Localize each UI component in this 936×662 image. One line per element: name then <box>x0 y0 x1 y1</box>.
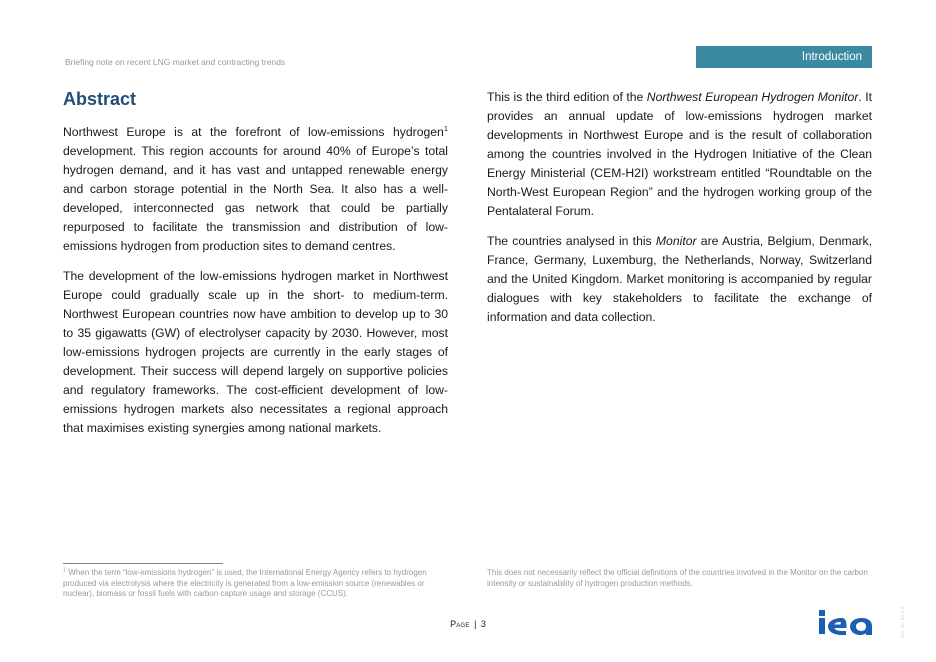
iea-logo-mark <box>819 610 872 635</box>
footnote-text: When the term “low-emissions hydrogen” is used, the International Energy Agency refers to hydrogen produced via electrolysis where the electricity is generated from a low-emission source (renewables or nuclear), biomass or fossil fuels with carbon capture usage and storage (CCUS). <box>63 568 427 598</box>
abstract-p1-start: Northwest Europe is at the forefront of low-emissions hydrogen <box>63 125 444 139</box>
footnote <box>63 568 453 600</box>
disclaimer-note: This does not necessarily reflect the official definitions of the countries involved in the Monitor on the carbon intensity or sustainability of hydrogen production methods. <box>487 568 868 588</box>
intro-paragraph-1 <box>487 88 872 221</box>
footnote-reference: 1 <box>443 123 448 133</box>
page-number <box>0 619 936 629</box>
intro-p1-rest: . It provides an annual update of low-emissions hydrogen market developments in Northwest Europe and is the result of collaboration among the countries involved in the Hydrogen Initiative of the Clean Energy Ministerial (CEM-H2I) workstream entitled “Roundtable on the North-West European Region” and the hydrogen working group of the Pentalateral Forum. <box>487 90 873 218</box>
footnote-number: 1 <box>63 567 67 574</box>
right-column <box>487 88 872 338</box>
abstract-heading: Abstract <box>63 89 137 109</box>
footnote-divider <box>63 563 223 564</box>
iea-logo <box>818 609 874 635</box>
copyright-side-note: IEA. CC BY 4.0. <box>900 605 905 638</box>
page-separator: | <box>474 619 477 629</box>
left-column <box>63 88 448 449</box>
intro-p2-rest: are Austria, Belgium, Denmark, France, Germany, Luxemburg, the Netherlands, Norway, Switzerland and the United Kingdom. Market monitoring is accompanied by regular dialogues with key stakeholders to facilitate the exchange of information and data collection. <box>487 234 873 324</box>
page-label: Page <box>450 619 470 629</box>
section-tab: Introduction <box>696 46 872 68</box>
running-head: Briefing note on recent LNG market and contracting trends <box>65 57 286 67</box>
monitor-word-italic: Monitor <box>655 234 697 248</box>
monitor-title-italic: Northwest European Hydrogen Monitor <box>646 90 859 104</box>
intro-p1-lead: This is the third edition of the <box>487 90 647 104</box>
abstract-paragraph-1 <box>63 123 448 256</box>
intro-p2-lead: The countries analysed in this <box>487 234 656 248</box>
abstract-p1-end: development. This region accounts for around 40% of Europe’s total hydrogen demand, and it has vast and untapped renewable energy and carbon storage potential in the North Sea. It also has a well-developed, interconnected gas network that could be partially repurposed to facilitate the transmission and distribution of low-emissions hydrogen from production sites to demand centres. <box>63 144 448 253</box>
page-value: 3 <box>480 619 486 629</box>
intro-paragraph-2 <box>487 232 872 327</box>
abstract-paragraph-2: The development of the low-emissions hydrogen market in Northwest Europe could gradually scale up in the short- to medium-term. Northwest European countries now have ambition to develop up to 30 to 35 gigawatts (GW) of electrolyser capacity by 2030. However, most low-emissions hydrogen projects are currently in the early stages of development. Their success will depend largely on supportive policies and regulatory frameworks. The cost-efficient development of low-emissions hydrogen markets also necessitates a regional approach that maximises existing synergies among national markets. <box>63 269 448 435</box>
